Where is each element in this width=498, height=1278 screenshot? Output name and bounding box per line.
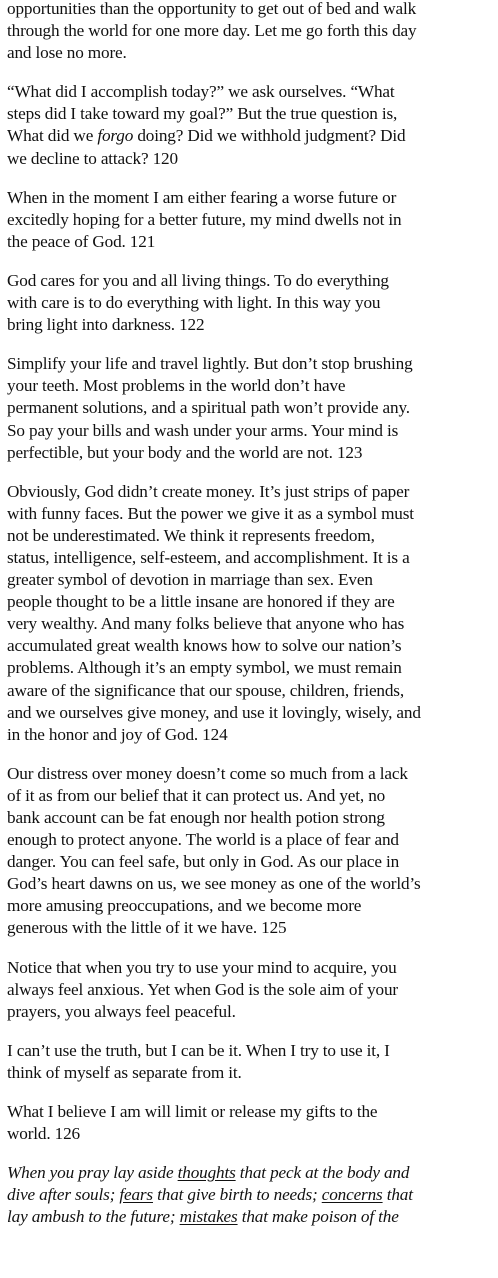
underlined-text: concerns <box>321 1185 383 1205</box>
text-line: with care is to do everything with light. In this way you <box>7 293 381 313</box>
text-line <box>7 125 493 147</box>
text-line: think of myself as separate from it. <box>7 1062 242 1082</box>
paragraph-9 <box>7 1040 493 1084</box>
text-line: the peace of God. 121 <box>7 231 156 251</box>
paragraph-1 <box>7 0 493 64</box>
paragraph-3 <box>7 187 493 253</box>
paragraph-5 <box>7 353 493 463</box>
text-line: I can’t use the truth, but I can be it. When I try to use it, I <box>7 1040 390 1060</box>
text-line: Our distress over money doesn’t come so much from a lack <box>7 763 408 783</box>
document-page <box>7 0 493 1246</box>
text-fragment: dive after souls; <box>7 1185 120 1205</box>
text-line: enough to protect anyone. The world is a place of fear and <box>7 830 399 850</box>
paragraph-6 <box>7 481 493 746</box>
text-line: Simplify your life and travel lightly. But don’t stop brushing <box>7 354 413 374</box>
text-line: steps did I take toward my goal?” But the true question is, <box>7 104 398 124</box>
text-line: “What did I accomplish today?” we ask ourselves. “What <box>7 82 395 102</box>
text-line: your teeth. Most problems in the world don’t have <box>7 376 346 396</box>
text-line: accumulated great wealth knows how to solve our nation’s <box>7 636 402 656</box>
paragraph-2 <box>7 81 493 169</box>
paragraph-4 <box>7 270 493 336</box>
text-line: people thought to be a little insane are honored if they are <box>7 592 395 612</box>
text-line: in the honor and joy of God. 124 <box>7 724 228 744</box>
text-line: greater symbol of devotion in marriage than sex. Even <box>7 570 373 590</box>
text-line: status, intelligence, self-esteem, and accomplishment. It is a <box>7 547 410 567</box>
text-line: Notice that when you try to use your mind to acquire, you <box>7 957 397 977</box>
underlined-text: mistakes <box>179 1207 238 1227</box>
text-fragment: lay ambush to the future; <box>7 1207 180 1227</box>
text-line: prayers, you always feel peaceful. <box>7 1001 236 1021</box>
text-line: world. 126 <box>7 1124 80 1144</box>
underlined-text: fears <box>119 1185 153 1205</box>
text-line: with funny faces. But the power we give it as a symbol must <box>7 503 414 523</box>
text-line: perfectible, but your body and the world are not. 123 <box>7 442 363 462</box>
text-line: God cares for you and all living things. To do everything <box>7 270 389 290</box>
paragraph-7 <box>7 763 493 940</box>
text-line <box>7 1162 493 1184</box>
text-line: God’s heart dawns on us, we see money as one of the world’s <box>7 874 421 894</box>
text-line: always feel anxious. Yet when God is the sole aim of your <box>7 979 398 999</box>
text-line: and lose no more. <box>7 43 127 63</box>
text-line: permanent solutions, and a spiritual path won’t provide any. <box>7 398 410 418</box>
text-line: of it as from our belief that it can protect us. And yet, no <box>7 785 386 805</box>
text-line: not be underestimated. We think it represents freedom, <box>7 525 375 545</box>
text-line: excitedly hoping for a better future, my mind dwells not in <box>7 209 402 229</box>
text-line: through the world for one more day. Let me go forth this day <box>7 21 417 41</box>
text-line <box>7 1206 493 1228</box>
paragraph-11-italic <box>7 1162 493 1228</box>
text-fragment: doing? Did we withhold judgment? Did <box>133 126 406 146</box>
text-line: danger. You can feel safe, but only in God. As our place in <box>7 852 400 872</box>
text-line: more amusing preoccupations, and we become more <box>7 896 362 916</box>
paragraph-8 <box>7 957 493 1023</box>
text-line <box>7 1184 493 1206</box>
text-line: opportunities than the opportunity to get out of bed and walk <box>7 0 417 18</box>
underlined-text: thoughts <box>177 1163 236 1183</box>
text-line: Obviously, God didn’t create money. It’s just strips of paper <box>7 481 410 501</box>
text-fragment: When you pray lay aside <box>7 1163 178 1183</box>
text-line: What I believe I am will limit or release my gifts to the <box>7 1102 378 1122</box>
text-line: So pay your bills and wash under your arms. Your mind is <box>7 420 399 440</box>
paragraph-10 <box>7 1101 493 1145</box>
text-fragment: that give birth to needs; <box>152 1185 322 1205</box>
text-line: bring light into darkness. 122 <box>7 315 205 335</box>
text-fragment: that make poison of the <box>237 1207 399 1227</box>
text-line: problems. Although it’s an empty symbol, we must remain <box>7 658 402 678</box>
text-line: When in the moment I am either fearing a worse future or <box>7 187 397 207</box>
text-line: aware of the significance that our spouse, children, friends, <box>7 680 404 700</box>
text-line: we decline to attack? 120 <box>7 148 178 168</box>
text-line: generous with the little of it we have. 125 <box>7 918 287 938</box>
text-fragment: What did we <box>7 126 98 146</box>
text-line: and we ourselves give money, and use it lovingly, wisely, and <box>7 702 421 722</box>
text-line: bank account can be fat enough nor health potion strong <box>7 808 385 827</box>
emphasis-text: forgo <box>97 126 134 146</box>
text-line: very wealthy. And many folks believe that anyone who has <box>7 614 405 634</box>
text-fragment: that <box>382 1185 413 1205</box>
text-fragment: that peck at the body and <box>235 1163 410 1183</box>
